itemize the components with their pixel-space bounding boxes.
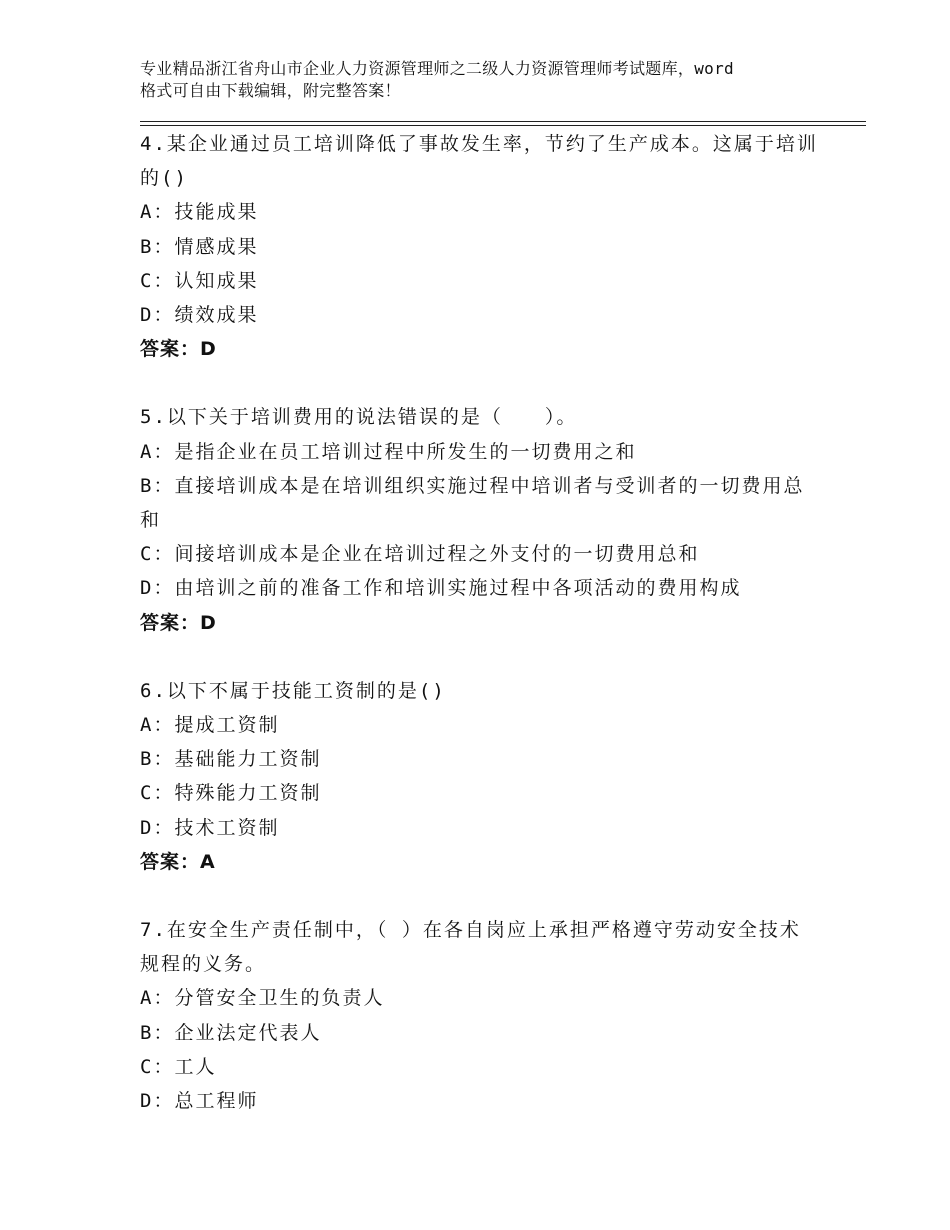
question-7 — [140, 913, 820, 1118]
option-b: B：情感成果 — [140, 235, 259, 258]
answer-line: 答案：D — [140, 611, 217, 634]
question-stem: 7.在安全生产责任制中，（ ）在各自岗应上承担严格遵守劳动安全技术规程的义务。 — [140, 919, 801, 976]
option-a: A：技能成果 — [140, 201, 259, 224]
option-a: A：是指企业在员工培训过程中所发生的一切费用之和 — [140, 440, 637, 463]
option-b: B：企业法定代表人 — [140, 1021, 322, 1044]
header-divider-bottom — [140, 125, 866, 126]
document-header — [140, 58, 840, 102]
question-6 — [140, 674, 820, 879]
question-stem: 6.以下不属于技能工资制的是() — [140, 679, 446, 702]
question-stem: 4.某企业通过员工培训降低了事故发生率，节约了生产成本。这属于培训的() — [140, 133, 818, 190]
option-c: C：特殊能力工资制 — [140, 782, 322, 805]
option-d: D：由培训之前的准备工作和培训实施过程中各项活动的费用构成 — [140, 577, 742, 600]
option-b: B：基础能力工资制 — [140, 748, 322, 771]
question-stem: 5.以下关于培训费用的说法错误的是（ ）。 — [140, 406, 578, 429]
answer-line: 答案：A — [140, 850, 216, 873]
option-c: C：认知成果 — [140, 269, 259, 292]
option-c: C：工人 — [140, 1055, 217, 1078]
question-4 — [140, 127, 820, 366]
option-d: D：技术工资制 — [140, 816, 280, 839]
header-line-2: 格式可自由下载编辑，附完整答案！ — [140, 81, 401, 100]
option-d: D：绩效成果 — [140, 304, 259, 327]
option-d: D：总工程师 — [140, 1090, 259, 1113]
header-line-1: 专业精品浙江省舟山市企业人力资源管理师之二级人力资源管理师考试题库，word — [140, 59, 734, 78]
question-list — [140, 127, 820, 1152]
option-a: A：分管安全卫生的负责人 — [140, 987, 385, 1010]
option-c: C：间接培训成本是企业在培训过程之外支付的一切费用总和 — [140, 543, 700, 566]
answer-line: 答案：D — [140, 338, 217, 361]
option-a: A：提成工资制 — [140, 714, 280, 737]
option-b: B：直接培训成本是在培训组织实施过程中培训者与受训者的一切费用总和 — [140, 474, 805, 532]
question-5 — [140, 400, 820, 639]
header-divider-top — [140, 121, 866, 122]
